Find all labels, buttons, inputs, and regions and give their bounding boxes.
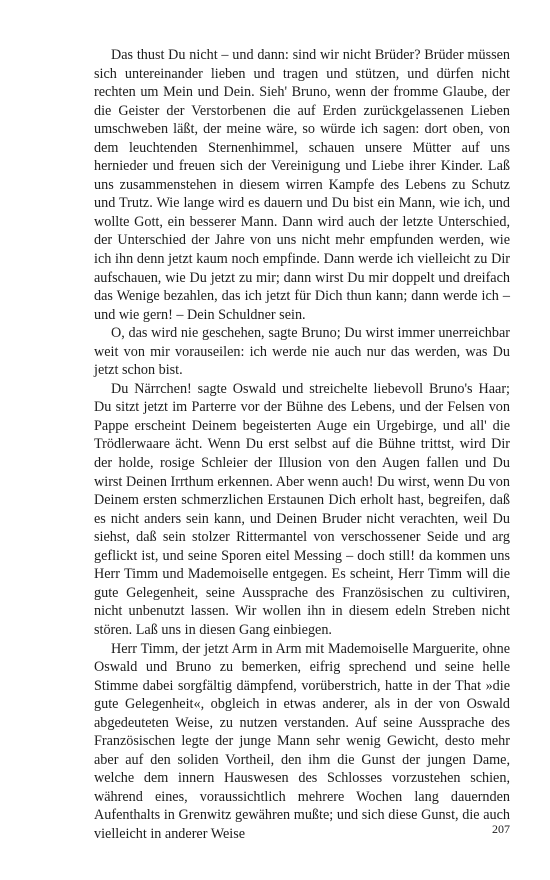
page-number: 207 (492, 822, 510, 836)
paragraph-3: Du Närrchen! sagte Oswald und streichelte liebevoll Bruno's Haar; Du sitzt jetzt im Parterre vor der Bühne des Lebens, und der Felsen von Pappe erscheint Deinem begeisterten Auge ein Urgebirge, und all' die Trödlerwaare ächt. Wenn Du erst selbst auf die Bühne trittst, wird Dir der holde, rosige Schleier der Illusion von den Augen fallen und Du wirst Deinen Irrthum erkennen. Aber wenn auch! Du wirst, wenn Du von Deinem ersten schmerzlichen Erstaunen Dich erholt hast, begreifen, daß es nicht anders sein kann, und Deinen Bruder nicht verachten, weil Du siehst, daß sein stolzer Rittermantel von verschossener Seide und arg geflickt ist, und seine Sporen eitel Messing – doch still! da kommen uns Herr Timm und Mademoiselle entgegen. Es scheint, Herr Timm will die gute Gelegenheit, seine Aussprache des Französischen zu cultiviren, nicht unbenutzt lassen. Wir wollen ihn in diesem edeln Streben nicht stören. Laß uns in diesen Gang einbiegen. (94, 380, 510, 638)
page-body (94, 46, 510, 844)
paragraph-1: Das thust Du nicht – und dann: sind wir nicht Brüder? Brüder müssen sich untereinander lieben und tragen und stützen, und dürfen nicht rechten um Mein und Dein. Sieh' Bruno, wenn der fromme Glaube, der die Geister der Verstorbenen die auf Erden zurückgelassenen Lieben umschweben läßt, der meine wäre, so würde ich sagen: dort oben, von dem leuchtenden Sternenhimmel, schauen unsere Mütter auf uns hernieder und freuen sich der Vereinigung und Liebe ihrer Kinder. Laß uns zusammenstehen in diesem wirren Kampfe des Lebens zu Schutz und Trutz. Wie lange wird es dauern und Du bist ein Mann, wie ich, und wollte Gott, ein besserer Mann. Dann wird auch der letzte Unterschied, der Unterschied der Jahre von uns nicht mehr empfunden werden, wie ich ihn denn jetzt kaum noch empfinde. Dann werde ich vielleicht zu Dir aufschauen, wie Du jetzt zu mir; dann wirst Du mir doppelt und dreifach das Wenige bezahlen, das ich jetzt für Dich thun kann; dann werde ich – und wie gern! – Dein Schuldner sein. (94, 47, 510, 323)
paragraph-4: Herr Timm, der jetzt Arm in Arm mit Mademoiselle Marguerite, ohne Oswald und Bruno zu bemerken, eifrig sprechend und seine helle Stimme dabei sorgfältig dämpfend, vorüberstrich, hatte in der That »die gute Gelegenheit«, obgleich in etwas anderer, als in der von Oswald abgedeuteten Weise, zu nutzen verstanden. Auf seine Aussprache des Französischen legte der junge Mann sehr wenig Gewicht, desto mehr aber auf den soliden Vortheil, den ihm die Gunst der jungen Dame, welche dem innern Hauswesen des Schlosses vorzustehen schien, während eines, voraussichtlich mehrere Wochen lang dauernden Aufenthalts in Grenwitz gewähren mußte; und sich diese Gunst, die auch vielleicht in anderer Weise (94, 640, 510, 842)
paragraph-2: O, das wird nie geschehen, sagte Bruno; Du wirst immer unerreichbar weit von mir vorauseilen: ich werde nie auch nur das werden, was Du jetzt schon bist. (94, 325, 510, 379)
